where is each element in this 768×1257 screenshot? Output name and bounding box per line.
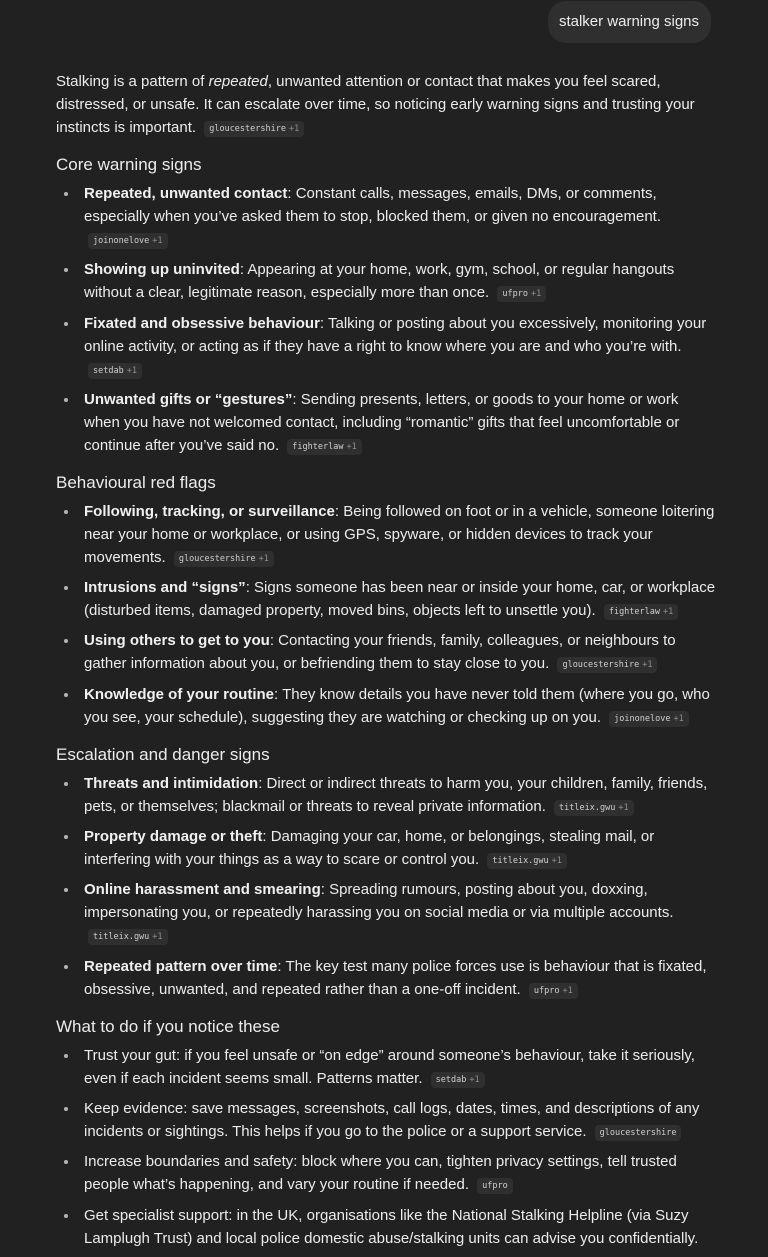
section-heading: Behavioural red flags [56, 472, 216, 492]
list-item: Intrusions and “signs”: Signs someone has been near or inside your home, car, or workplace (disturbed items, damaged property, moved bins, objects left to unsettle you). fighterlaw +1 [56, 576, 716, 622]
list-item: Trust your gut: if you feel unsafe or “on edge” around someone’s behaviour, take it seriously, even if each incident seems small. Patterns matter. setdab +1 [56, 1044, 716, 1090]
section-heading: Escalation and danger signs [56, 744, 270, 764]
source-citation-chip[interactable]: joinonelove +1 [88, 233, 168, 249]
intro-paragraph [56, 70, 716, 139]
list-item: Fixated and obsessive behaviour: Talking or posting about you excessively, monitoring your online activity, or acting as if they have a right to know where you are and who you’re with. setdab +1 [56, 312, 716, 381]
list-item: Unwanted gifts or “gestures”: Sending presents, letters, or goods to your home or work when you have not welcomed contact, including “romantic” gifts that feel uncomfortable or continue after you’ve said no. fighterlaw +1 [56, 388, 716, 457]
list-item: Keep evidence: save messages, screenshots, call logs, dates, times, and descriptions of any incidents or sightings. This helps if you go to the police or a support service. gloucestershire [56, 1097, 716, 1143]
source-citation-chip[interactable]: setdab +1 [88, 363, 142, 379]
source-citation-chip[interactable]: titleix.gwu +1 [554, 800, 634, 816]
intro-emphasis: repeated [208, 73, 268, 90]
intro-text: Stalking is a pattern of [56, 73, 209, 90]
list-item: Showing up uninvited: Appearing at your home, work, gym, school, or regular hangouts without a clear, legitimate reason, especially more than once. ufpro +1 [56, 258, 716, 304]
source-citation-chip[interactable]: gloucestershire [595, 1125, 682, 1141]
source-citation-chip[interactable]: fighterlaw +1 [604, 604, 678, 620]
bullet-list [56, 182, 716, 457]
bullet-list [56, 1044, 716, 1250]
source-citation-chip[interactable]: gloucestershire +1 [174, 551, 274, 567]
list-item: Online harassment and smearing: Spreading rumours, posting about you, doxxing, impersonating you, or repeatedly harassing you on social media or via multiple accounts. titleix.gwu +1 [56, 878, 716, 947]
source-citation-chip[interactable]: ufpro +1 [529, 983, 578, 999]
list-item: Property damage or theft: Damaging your car, home, or belongings, stealing mail, or interfering with your things as a way to scare or control you. titleix.gwu +1 [56, 825, 716, 871]
list-item: Following, tracking, or surveillance: Being followed on foot or in a vehicle, someone loitering near your home or workplace, or using GPS, spyware, or hidden devices to track your movements. gloucestershire +1 [56, 500, 716, 569]
bullet-list [56, 772, 716, 1001]
list-item: Increase boundaries and safety: block where you can, tighten privacy settings, tell trusted people what’s happening, and vary your routine if needed. ufpro [56, 1150, 716, 1196]
bullet-list [56, 500, 716, 729]
list-item: Repeated, unwanted contact: Constant calls, messages, emails, DMs, or comments, especially when you’ve asked them to stop, blocked them, or given no encouragement. joinonelove +1 [56, 182, 716, 251]
source-citation-chip[interactable]: titleix.gwu +1 [88, 929, 168, 945]
source-citation-chip[interactable]: titleix.gwu +1 [487, 853, 567, 869]
source-citation-chip[interactable]: ufpro +1 [497, 286, 546, 302]
list-item: Knowledge of your routine: They know details you have never told them (where you go, who you see, your schedule), suggesting they are watching or checking up on you. joinonelove +1 [56, 683, 716, 729]
source-citation-chip[interactable]: ufpro [477, 1178, 513, 1194]
source-citation-chip[interactable]: setdab +1 [431, 1072, 485, 1088]
list-item: Threats and intimidation: Direct or indirect threats to harm you, your children, family, friends, pets, or themselves; blackmail or threats to reveal private information. titleix.gwu +1 [56, 772, 716, 818]
section-heading: What to do if you notice these [56, 1016, 280, 1036]
source-citation-chip[interactable]: gloucestershire +1 [204, 121, 304, 137]
source-citation-chip[interactable]: joinonelove +1 [609, 711, 689, 727]
list-item: Get specialist support: in the UK, organisations like the National Stalking Helpline (via Suzy Lamplugh Trust) and local police domestic abuse/stalking units can advise you confidentially. [56, 1204, 716, 1250]
list-item: Using others to get to you: Contacting your friends, family, colleagues, or neighbours to gather information about you, or befriending them to stay close to you. gloucestershire +1 [56, 629, 716, 675]
user-message-bubble: stalker warning signs [548, 1, 711, 43]
assistant-answer [56, 70, 716, 1257]
source-citation-chip[interactable]: fighterlaw +1 [287, 439, 361, 455]
intro-text: , unwanted attention or contact that makes you feel scared, distressed, or unsafe. It can escalate over time, so noticing early warning signs and trusting your instincts is important. [56, 73, 695, 136]
section-heading: Core warning signs [56, 155, 202, 174]
list-item: Repeated pattern over time: The key test many police forces use is behaviour that is fixated, obsessive, unwanted, and repeated rather than a one-off incident. ufpro +1 [56, 955, 716, 1001]
source-citation-chip[interactable]: gloucestershire +1 [557, 657, 657, 673]
